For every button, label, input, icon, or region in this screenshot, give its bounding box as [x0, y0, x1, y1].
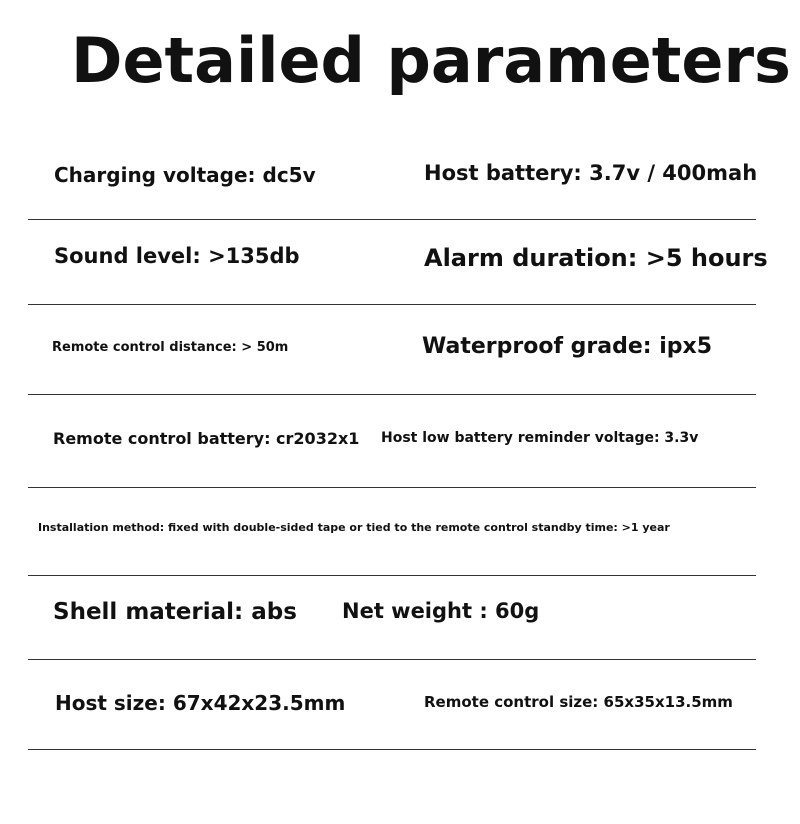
alarm-duration-label: Alarm duration: >5 hours — [424, 244, 768, 272]
net-weight-label: Net weight : 60g — [342, 599, 540, 623]
remote-control-battery-label: Remote control battery: cr2032x1 — [53, 429, 360, 448]
waterproof-grade-label: Waterproof grade: ipx5 — [422, 334, 713, 359]
remote-control-distance-label: Remote control distance: > 50m — [52, 340, 289, 355]
shell-material-label: Shell material: abs — [53, 599, 297, 625]
row-divider — [28, 487, 756, 488]
host-low-battery-voltage-label: Host low battery reminder voltage: 3.3v — [381, 430, 699, 446]
row-divider — [28, 575, 756, 576]
remote-control-size-label: Remote control size: 65x35x13.5mm — [424, 693, 733, 711]
host-size-label: Host size: 67x42x23.5mm — [55, 691, 346, 715]
host-battery-label: Host battery: 3.7v / 400mah — [424, 161, 758, 185]
row-divider — [28, 659, 756, 660]
row-divider — [28, 219, 756, 220]
charging-voltage-label: Charging voltage: dc5v — [54, 163, 316, 187]
row-divider — [28, 304, 756, 305]
row-divider — [28, 394, 756, 395]
row-divider — [28, 749, 756, 750]
page-title: Detailed parameters — [71, 24, 791, 97]
installation-method-label: Installation method: fixed with double-sided tape or tied to the remote control standby time: >1 year — [38, 521, 670, 534]
sound-level-label: Sound level: >135db — [54, 244, 300, 268]
